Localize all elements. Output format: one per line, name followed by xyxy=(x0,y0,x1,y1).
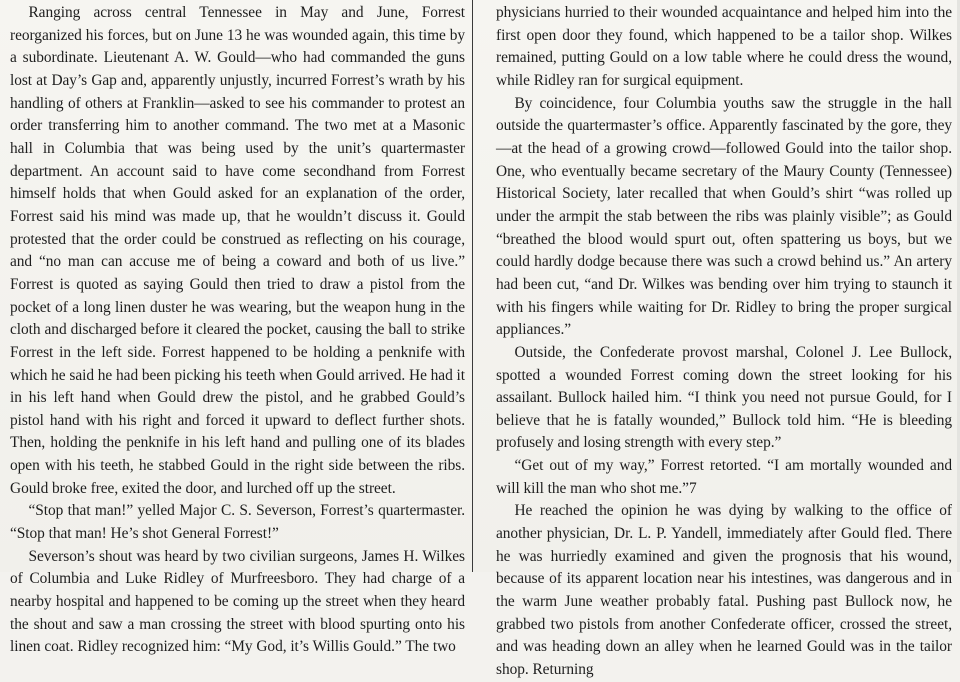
left-text-column xyxy=(10,2,465,659)
paragraph-continuation: physicians hurried to their wounded acquaintance and helped him into the first open door they found, which happened to be a tailor shop. Wilkes remained, putting Gould on a low table where he could dress the wound, while Ridley ran for surgical equipment. xyxy=(496,4,952,89)
paragraph: “Get out of my way,” Forrest retorted. “I am mortally wounded and will kill the man who shot me.”7 xyxy=(496,457,952,497)
right-text-column xyxy=(496,2,952,682)
paragraph: Ranging across central Tennessee in May and June, Forrest reorganized his forces, but on June 13 he was wounded again, this time by a subordinate. Lieutenant A. W. Gould—who had commanded the guns lost at Day’s Gap and, apparently unjustly, incurred Forrest’s wrath by his handling of others at Franklin—asked to see his commander to protest an order transferring him to another command. The two met at a Masonic hall in Columbia that was being used by the unit’s quartermaster department. An account said to have come secondhand from Forrest himself holds that when Gould asked for an explanation of the order, Forrest said his mind was made up, that he wouldn’t discuss it. Gould protested that the order could be construed as reflecting on his courage, and “no man can accuse me of being a coward and both of us live.” Forrest is quoted as saying Gould then tried to draw a pistol from the pocket of a long linen duster he was wearing, but the weapon hung in the cloth and discharged before it cleared the pocket, causing the ball to strike Forrest in the left side. Forrest happened to be holding a penknife with which he said he had been picking his teeth when Gould arrived. He had it in his left hand when Gould drew the pistol, and he grabbed Gould’s pistol hand with his right and forced it upward to deflect further shots. Then, holding the penknife in his left hand and pulling one of its blades open with his teeth, he stabbed Gould in the right side between the ribs. Gould broke free, exited the door, and lurched off up the street. xyxy=(10,4,465,497)
paragraph: Outside, the Confederate provost marshal, Colonel J. Lee Bullock, spotted a wounded Forrest coming down the street looking for his assailant. Bullock hailed him. “I think you need not pursue Gould, for I believe that he is fatally wounded,” Bullock told him. “He is bleeding profusely and losing strength with every step.” xyxy=(496,343,952,452)
paragraph: By coincidence, four Columbia youths saw the struggle in the hall outside the quartermaster’s office. Apparently fascinated by the gore, they—at the head of a growing crowd—followed Gould into the tailor shop. One, who eventually became secretary of the Maury County (Tennessee) Historical Society, later recalled that when Gould’s shirt “was rolled up under the armpit the stab between the ribs was plainly visible”; as Gould “breathed the blood would spurt out, often spattering us boys, but we could hardly dodge because there was such a crowd behind us.” An artery had been cut, “and Dr. Wilkes was bending over him trying to staunch it with his fingers while waiting for Dr. Ridley to bring the proper surgical appliances.” xyxy=(496,94,952,339)
paragraph: “Stop that man!” yelled Major C. S. Severson, Forrest’s quartermaster. “Stop that man! He’s shot General Forrest!” xyxy=(10,502,465,543)
paragraph: He reached the opinion he was dying by walking to the office of another physician, Dr. L. P. Yandell, immediately after Gould fled. There he was hurriedly examined and given the prognosis that his wound, because of its apparent location near his intestines, was dangerous and in the warm June weather probably fatal. Pushing past Bullock now, he grabbed two pistols from another Confederate officer, crossed the street, and was heading down an alley when he learned Gould was in the tailor shop. Returning xyxy=(496,502,952,679)
paragraph: Severson’s shout was heard by two civilian surgeons, James H. Wilkes of Columbia and Luke Ridley of Murfreesboro. They had charge of a nearby hospital and happened to be coming up the street when they heard the shout and saw a man crossing the street with blood spurting onto his linen coat. Ridley recognized him: “My God, it’s Willis Gould.” The two xyxy=(10,547,465,656)
column-divider xyxy=(472,0,473,572)
